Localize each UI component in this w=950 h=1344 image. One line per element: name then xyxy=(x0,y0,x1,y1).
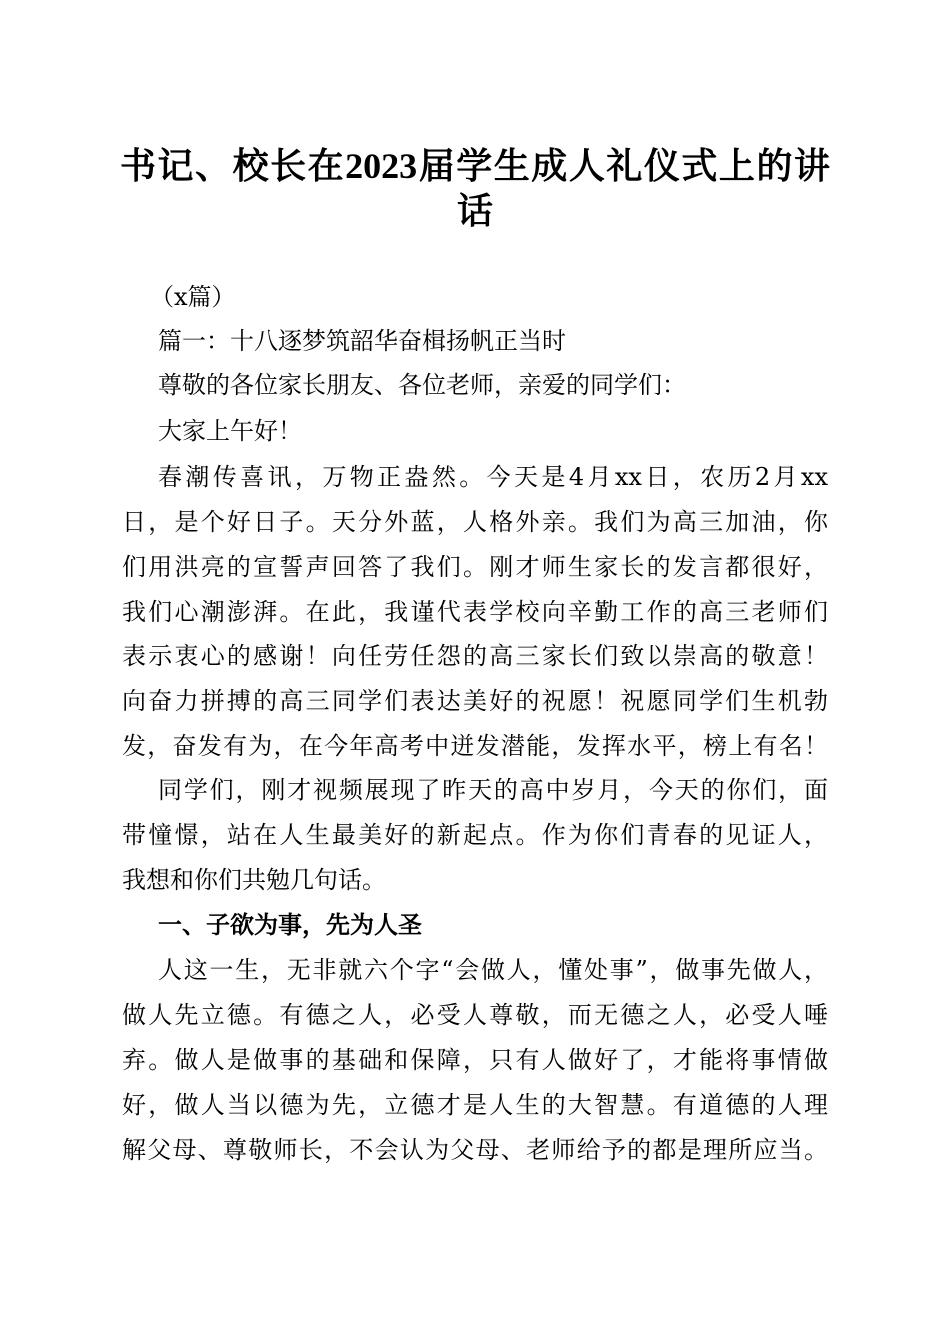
subtitle: （x篇） xyxy=(150,283,236,311)
text-line: 们用洪亮的宣誓声回答了我们。刚才师生家长的发言都很好， xyxy=(122,553,828,581)
chapter-heading: 篇一：十八逐梦筑韶华奋楫扬帆正当时 xyxy=(158,327,566,355)
text-line: 做人先立德。有德之人，必受人尊敬，而无德之人，必受人唾 xyxy=(122,1001,828,1029)
text-line: 弃。做人是做事的基础和保障，只有人做好了，才能将事情做 xyxy=(122,1046,828,1074)
text-line: 人这一生，无非就六个字“会做人，懂处事”，做事先做人， xyxy=(158,956,828,984)
text-line: 我们心潮澎湃。在此，我谨代表学校向辛勤工作的高三老师们 xyxy=(122,598,828,626)
salutation: 尊敬的各位家长朋友、各位老师，亲爱的同学们： xyxy=(158,371,686,399)
text-line: 我想和你们共勉几句话。 xyxy=(122,866,386,894)
section-heading: 一、子欲为事，先为人圣 xyxy=(158,911,422,939)
text-line: 表示衷心的感谢！向任劳任怨的高三家长们致以崇高的敬意！ xyxy=(122,642,828,670)
document-title: 书记、校长在2023届学生成人礼仪式上的讲 xyxy=(120,146,830,186)
document-title-continued: 话 xyxy=(456,191,493,231)
text-line: 带憧憬，站在人生最美好的新起点。作为你们青春的见证人， xyxy=(122,821,828,849)
text-line: 发，奋发有为，在今年高考中迸发潜能，发挥水平，榜上有名！ xyxy=(122,732,828,760)
text-line: 好，做人当以德为先，立德才是人生的大智慧。有道德的人理 xyxy=(122,1091,828,1119)
text-line: 春潮传喜讯，万物正盎然。今天是4月xx日，农历2月xx xyxy=(158,463,828,491)
text-line: 日，是个好日子。天分外蓝，人格外亲。我们为高三加油，你 xyxy=(122,508,828,536)
greeting: 大家上午好！ xyxy=(158,417,302,445)
text-line: 解父母、尊敬师长，不会认为父母、老师给予的都是理所应当。 xyxy=(122,1136,828,1164)
text-line: 向奋力拼搏的高三同学们表达美好的祝愿！祝愿同学们生机勃 xyxy=(122,687,828,715)
text-line: 同学们，刚才视频展现了昨天的高中岁月，今天的你们，面 xyxy=(158,776,828,804)
